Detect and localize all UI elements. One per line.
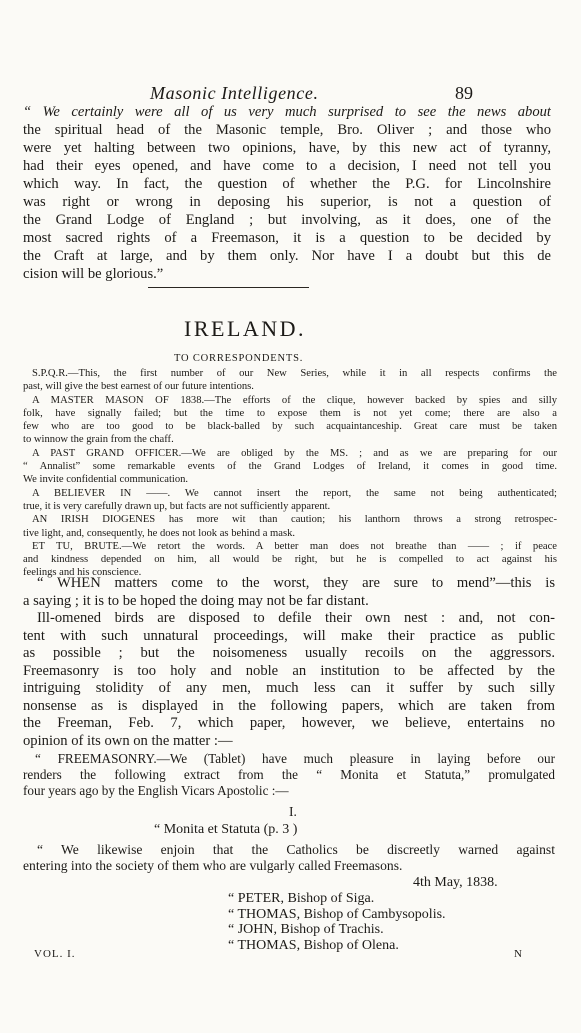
note-line: ET TU, BRUTE.—We retort the words. A better man does not breathe than —— ; if peace (32, 540, 557, 552)
article-body (23, 575, 555, 750)
extract-date: 4th May, 1838. (413, 875, 498, 890)
extract-line: four years ago by the English Vicars Apostolic :— (23, 783, 289, 798)
note-line: A BELIEVER IN ——. We cannot insert the report, the same not being authenticated; (32, 487, 557, 499)
extract-line: “ FREEMASONRY.—We (Tablet) have much pleasure in laying before our (35, 751, 555, 766)
note-line: true, it is very carefully drawn up, but facts are not sufficiently apparent. (23, 500, 331, 512)
note-line: S.P.Q.R.—This, the first number of our New Series, while it in all respects confirms the (32, 368, 557, 379)
quote-line: cision will be glorious.” (23, 266, 164, 282)
quote-line: the spiritual head of the Masonic temple, Bro. Oliver ; and those who (23, 122, 551, 138)
correspondents-notes (23, 367, 557, 580)
extract-title: “ Monita et Statuta (p. 3 ) (154, 822, 298, 837)
body-line: Freemasonry is too holy and noble an institution to be affected by the (23, 662, 555, 679)
note-line: tive light, and, consequently, he does not look as behind a mask. (23, 527, 296, 539)
tablet-extract-intro (23, 751, 555, 799)
extract-text-line: entering into the society of them who are vulgarly called Freemasons. (23, 858, 403, 873)
body-line: nonsense as is displayed in the following papers, which are taken from (23, 697, 555, 714)
note-line: and kindness depended on him, all would be right, but he is compelled to act against his (23, 554, 557, 566)
running-header-title: Masonic Intelligence. (150, 83, 319, 103)
body-line: the Freeman, Feb. 7, which paper, however, we believe, entertains no (23, 715, 555, 731)
quote-line: the Craft at large, and by them only. Nor have I a doubt but this de (23, 248, 551, 264)
body-line: as possible ; but the noisomeness usually recoils on the aggressors. (23, 645, 555, 661)
section-divider (148, 287, 309, 288)
signatory: “ THOMAS, Bishop of Olena. (228, 937, 399, 953)
quote-line: which way. In fact, the question of whether the P.G. for Lincolnshire (23, 176, 551, 192)
note-line: “ Annalist” some remarkable events of the Grand Lodges of Ireland, it comes in good time. (23, 461, 557, 473)
opening-quote (23, 103, 551, 283)
note-line: folk, have signally failed; but the time to expose them is not yet come; there are also a (23, 407, 557, 419)
quote-line: “ We certainly were all of us very much surprised to see the news about (23, 104, 551, 120)
body-line: a saying ; it is to be hoped the doing may not be far distant. (23, 592, 369, 609)
signatory: “ PETER, Bishop of Siga. (228, 891, 375, 906)
note-line: to winnow the grain from the chaff. (23, 434, 174, 446)
note-line: past, will give the best earnest of our future intentions. (23, 381, 254, 393)
signatory: “ THOMAS, Bishop of Cambysopolis. (228, 906, 446, 922)
quote-line: was right or wrong in deposing his superior, is not a question of (23, 194, 551, 210)
quote-line: were yet halting between two opinions, have, by this new act of tyranny, (23, 140, 551, 156)
signatory: “ JOHN, Bishop of Trachis. (228, 922, 384, 937)
quote-line: had their eyes opened, and have come to a decision, I need not tell you (23, 158, 551, 174)
note-line: We invite confidential communication. (23, 474, 189, 486)
body-line: tent with such unnatural proceedings, will make their practice as public (23, 627, 555, 644)
quote-line: most sacred rights of a Freemason, it is a question to be decided by (23, 230, 551, 246)
body-line: intriguing stolidity of any men, much less can it suffer by such silly (23, 680, 555, 696)
note-line: AN IRISH DIOGENES has more wit than caution; his lanthorn throws a strong retrospec- (32, 514, 557, 526)
body-line: opinion of its own on the matter :— (23, 732, 233, 749)
note-line: feelings and his conscience. (23, 567, 142, 579)
extract-text-line: “ We likewise enjoin that the Catholics be discreetly warned against (37, 842, 555, 857)
quote-line: the Grand Lodge of England ; but involving, as it does, one of the (23, 212, 551, 228)
footer-signature-mark: N (514, 948, 522, 960)
note-line: A MASTER MASON OF 1838.—The efforts of the clique, however backed by spies and silly (32, 394, 557, 406)
body-line: “ WHEN matters come to the worst, they are sure to mend”—this is (37, 575, 555, 591)
page-number: 89 (455, 83, 473, 103)
body-line: Ill-omened birds are disposed to defile their own nest : and, not con- (37, 610, 555, 626)
footer-volume: VOL. I. (34, 948, 76, 960)
section-title: IRELAND. (184, 316, 307, 341)
signatories (228, 891, 446, 953)
extract-numeral: I. (289, 804, 297, 819)
note-line: few who are too good to be black-balled by such acquaintanceship. Great care must be taken (23, 421, 557, 433)
note-line: A PAST GRAND OFFICER.—We are obliged by the MS. ; and as we are preparing for our (32, 447, 557, 459)
correspondents-heading: TO CORRESPONDENTS. (174, 353, 304, 364)
extract-line: renders the following extract from the “ Monita et Statuta,” promulgated (23, 767, 555, 782)
extract-text (23, 842, 555, 874)
